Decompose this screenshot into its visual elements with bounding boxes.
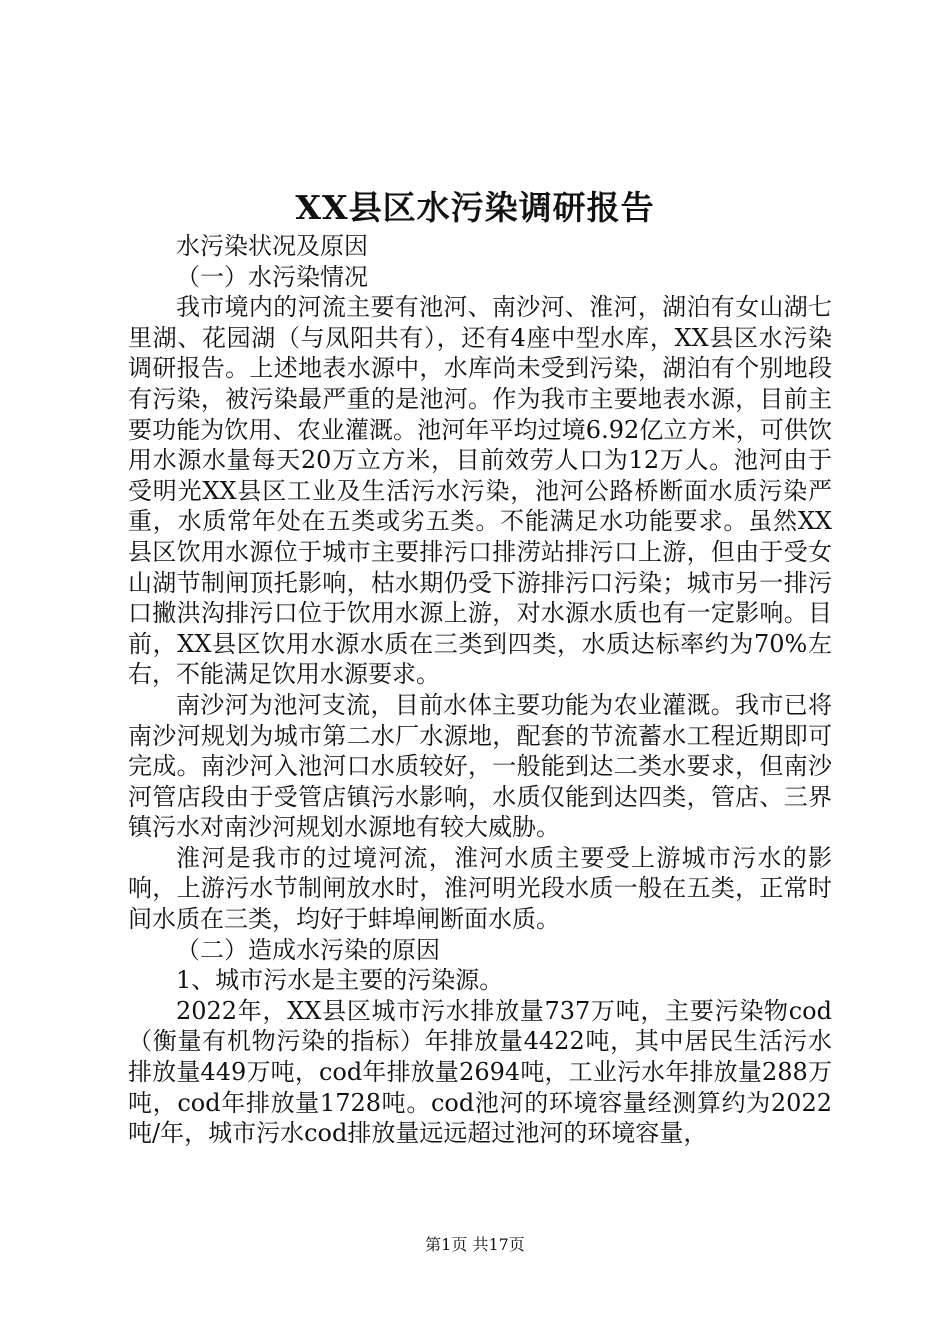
document-title: XX县区水污染调研报告 — [295, 188, 655, 227]
paragraph-urban-sewage: 1、城市污水是主要的污染源。 — [176, 966, 504, 995]
paragraph-huai-river: 淮河是我市的过境河流，淮河水质主要受上游城市污水的影响，上游污水节制闸放水时，淮河明光段水质一般在五类，正常时间水质在三类，均好于蚌埠闸断面水质。 — [128, 843, 832, 934]
paragraph-rivers-overview: 我市境内的河流主要有池河、南沙河、淮河，湖泊有女山湖七里湖、花园湖（与凤阳共有），还有4座中型水库，XX县区水污染调研报告。上述地表水源中，水库尚未受到污染，湖泊有个别地段有污染，被污染最严重的是池河。作为我市主要地表水源，目前主要功能为饮用、农业灌溉。池河年平均过境6.92亿立方米，可供饮用水源水量每天20万立方米，目前效劳人口为12万人。池河由于受明光XX县区工业及生活污水污染，池河公路桥断面水质污染严重，水质常年处在五类或劣五类。不能满足水功能要求。虽然XX县区饮用水源位于城市主要排污口排涝站排污口上游，但由于受女山湖节制闸顶托影响，枯水期仍受下游排污口污染；城市另一排污口撇洪沟排污口位于饮用水源上游，对水源水质也有一定影响。目前，XX县区饮用水源水质在三类到四类，水质达标率约为70%左右，不能满足饮用水源要求。 — [128, 293, 832, 689]
paragraph-heading-status: 水污染状况及原因 — [176, 232, 368, 260]
paragraph-section-two: （二）造成水污染的原因 — [176, 935, 440, 964]
document-body — [128, 231, 832, 1149]
paragraph-section-one: （一）水污染情况 — [176, 262, 368, 291]
paragraph-emission-stats: 2022年，XX县区城市污水排放量737万吨，主要污染物cod（衡量有机物污染的指标）年排放量4422吨，其中居民生活污水排放量449万吨，cod年排放量2694吨，工业污水年排放量288万吨，cod年排放量1728吨。cod池河的环境容量经测算约为2022吨/年，城市污水cod排放量远远超过池河的环境容量， — [128, 996, 832, 1148]
paragraph-nansha-river: 南沙河为池河支流，目前水体主要功能为农业灌溉。我市已将南沙河规划为城市第二水厂水源地，配套的节流蓄水工程近期即可完成。南沙河入池河口水质较好，一般能到达二类水要求，但南沙河管店段由于受管店镇污水影响，水质仅能到达四类，管店、三界镇污水对南沙河规划水源地有较大威胁。 — [128, 690, 832, 842]
page-footer: 第1页 共17页 — [425, 1235, 525, 1254]
